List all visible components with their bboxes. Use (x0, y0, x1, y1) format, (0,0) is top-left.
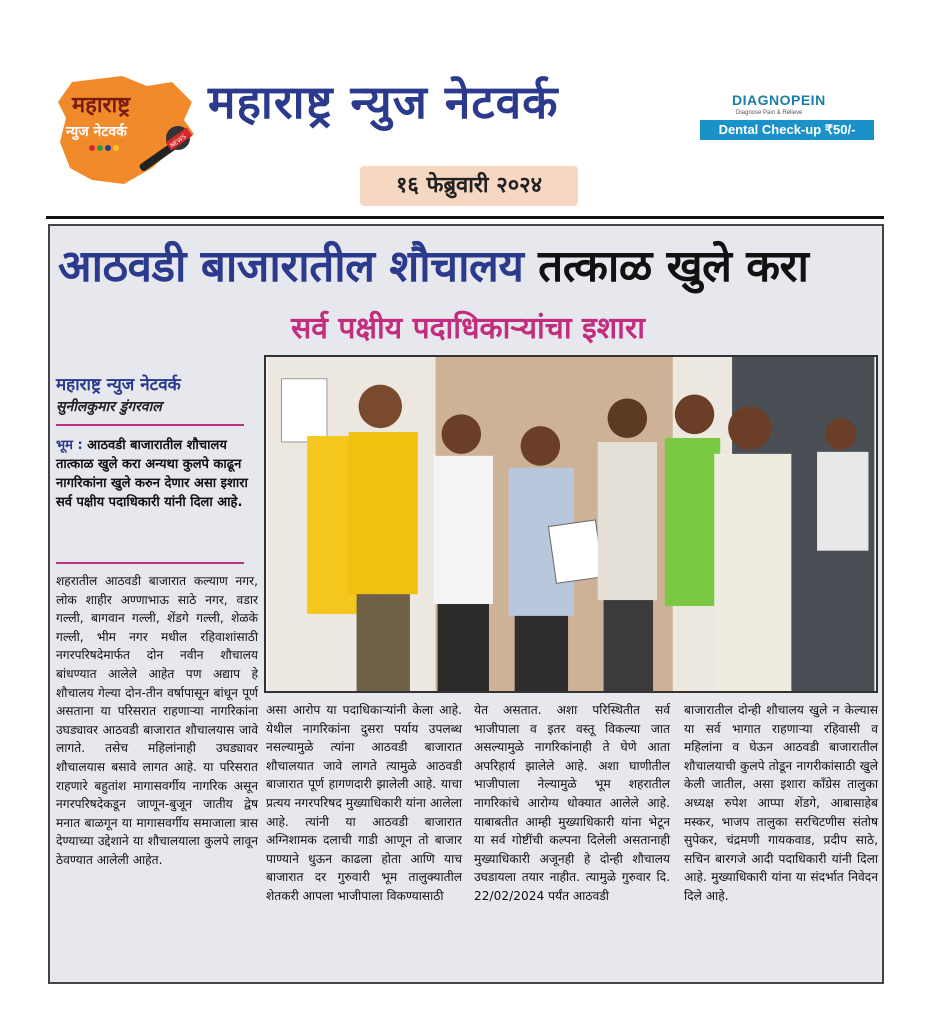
article-column-3: येत असतात. अशा परिस्थितीत सर्व भाजीपाला व इतर वस्तू विकल्या जात असल्यामुळे नागरिकांनाही ते घेणे आता अपरिहार्य झालेले आहे. अशा घाणीतील भाजीपाला नेल्यामुळे भूम शहरातील नागरिकांचे आरोग्य धोक्यात आलेले आहे. याबाबतीत आम्ही मुख्याधिकारी यांना भेटून या सर्व गोष्टींची कल्पना दिलेली असतानाही मुख्याधिकारी अजूनही हे दोन्ही शौचालय उघडायला तयार नाहीत. त्यामुळे गुरुवार दि. 22/02/2024 पर्यंत आठवडी (474, 703, 670, 903)
ad-tagline: Diagnose Pain & Relieve (736, 110, 803, 116)
headline-part2: तत्काळ खुले करा (538, 241, 809, 292)
byline-outlet: महाराष्ट्र न्युज नेटवर्क (56, 375, 181, 395)
masthead-title: महाराष्ट्र न्युज नेटवर्क (208, 75, 559, 129)
ad-brand: DIAGNOPEIN (732, 92, 826, 108)
byline-divider (56, 424, 244, 426)
headline-part1: आठवडी बाजारातील शौचालय (58, 241, 524, 292)
lead-text: आठवडी बाजारातील शौचालय तात्काळ खुले करा अन्यथा कुलपे काढून नागरिकांना खुले करुन देणार असा इशारा सर्व पक्षीय पदाधिकारी यांनी दिला आहे. (56, 438, 248, 510)
masthead-divider (46, 216, 884, 219)
mic-badge: NEWS (168, 133, 188, 150)
lead-place: भूम : (56, 438, 83, 453)
logo-line2: न्युज नेटवर्क (66, 124, 127, 140)
lead-divider (56, 562, 244, 564)
news-photo (264, 355, 878, 693)
byline (56, 372, 256, 416)
logo (52, 72, 202, 192)
ad-offer: Dental Check-up ₹50/- (700, 120, 874, 140)
article-column-2: असा आरोप या पदाधिकाऱ्यांनी केला आहे. येथील नागरिकांना दुसरा पर्याय उपलब्ध नसल्यामुळे त्यांना आठवडी बाजारात शौचालयात जावे लागते त्यामुळे आठवडी बाजारात पूर्ण हागणदारी झालेली आहे. याचा प्रत्यय नगरपरिषद मुख्याधिकारी यांना आलेला आहे. त्यांनी या आठवडी बाजारात अग्निशामक दलाची गाडी आणून तो बाजार पाण्याने धुऊन काढला होता आणि याच बाजारात दर गुरुवारी भूम तालुक्यातील शेतकरी आपला भाजीपाला विकण्यासाठी (266, 703, 462, 903)
advertisement[interactable] (700, 92, 880, 144)
headline (58, 234, 878, 294)
article-column-4: बाजारातील दोन्ही शौचालय खुले न केल्यास या सर्व भागात राहणाऱ्या रहिवासी व महिलांना व घेऊन आठवडी बाजारातील शौचालयाची कुलपे तोडून नागरीकांसाठी खुले केली जातील, असा इशारा कॉंग्रेस तालुका अध्यक्ष रुपेश आप्पा शेंडगे, आबासाहेब मस्कर, भाजप तालुका सरचिटणीस संतोष सुपेकर, चंद्रमणी गायकवाड, प्रदीप साठे, सचिन बारगजे आदी पदाधिकारी यांनी दिला आहे. मुख्याधिकारी यांना या संदर्भात निवेदन दिले आहे. (684, 703, 878, 903)
logo-line1: महाराष्ट्र (72, 93, 131, 118)
lead-paragraph (56, 436, 258, 512)
byline-reporter: सुनीलकुमार डुंगरवाल (56, 399, 162, 415)
issue-date: १६ फेब्रुवारी २०२४ (360, 166, 578, 206)
subheadline: सर्व पक्षीय पदाधिकाऱ्यांचा इशारा (291, 311, 645, 346)
article-column-1: शहरातील आठवडी बाजारात कल्याण नगर, लोक शाहीर अण्णाभाऊ साठे नगर, वडार गल्ली, बागवान गल्ली, शेंडगे गल्ली, शेळके गल्ली, भीम नगर मधील रहिवाशांसाठी नगरपरिषदेमार्फत दोन नवीन शौचालय बांधण्यात आलेले आहेत पण अद्याप हे शौचालय गेल्या दोन-तीन वर्षापासून बांधून पूर्ण असताना या परिसरात राहणाऱ्या नागरिकांना उघड्यावर आठवडी बाजारात शौचालयास जावे लागते. तसेच महिलांनाही उघड्यावर शौचालयास बसावे लागत आहे. या परिसरात राहणारे बहुतांश मागासवर्गीय नागरिक असून नगरपरिषदेकडून जाणून-बुजून जातीय द्वेष मनात बाळगून या मागासवर्गीय समाजाला त्रास देण्याच्या उद्देशाने या शौचालयाला कुलपे लावून ठेवण्यात आलेली आहेत. (56, 574, 258, 867)
